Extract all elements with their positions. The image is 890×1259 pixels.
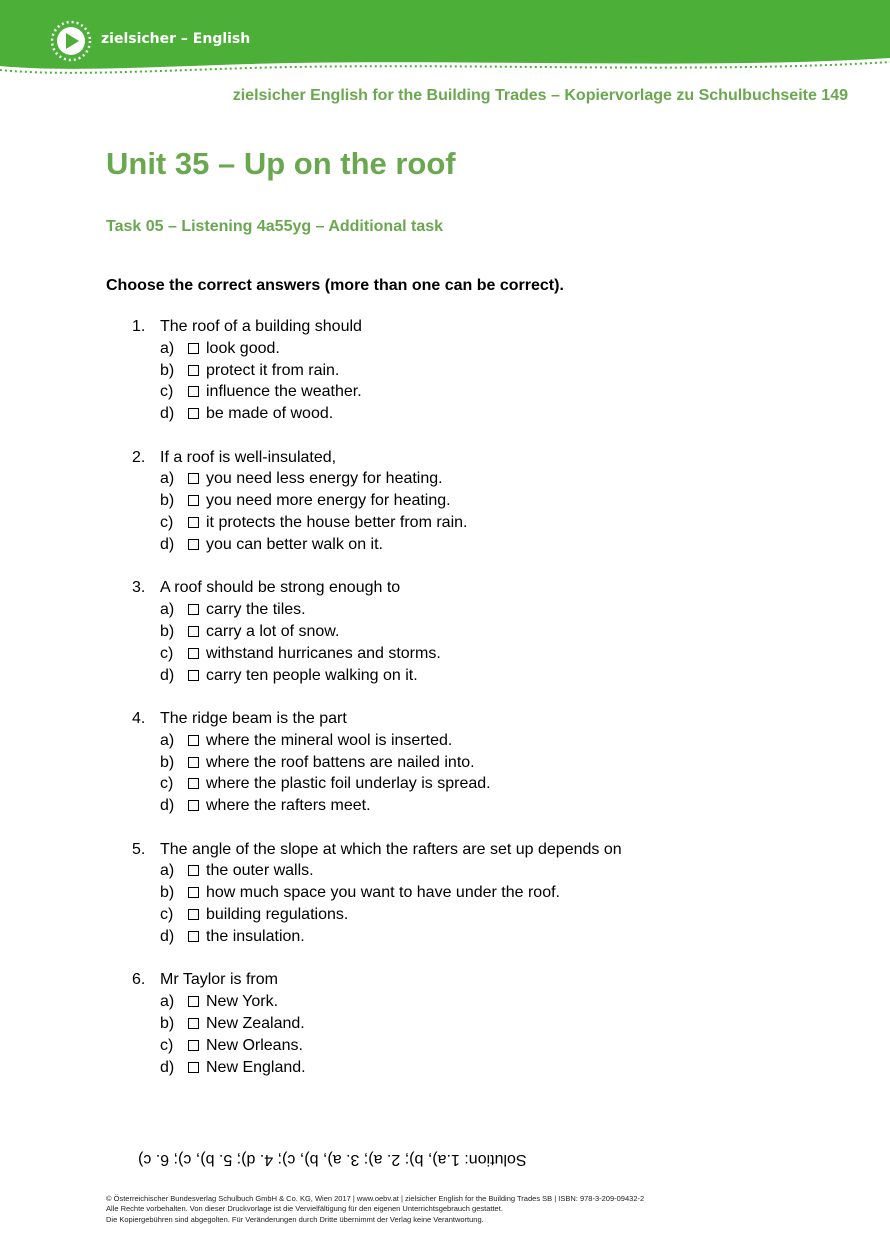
option-text: how much space you want to have under the roof. (206, 884, 560, 902)
option-text: where the plastic foil underlay is spread. (206, 775, 491, 793)
question-header (0, 839, 890, 861)
question-text: Mr Taylor is from (160, 971, 278, 989)
option-text: carry ten people walking on it. (206, 666, 418, 684)
option-label: c) (160, 644, 174, 662)
answer-option[interactable] (0, 403, 890, 425)
checkbox-icon[interactable] (188, 1018, 199, 1029)
option-label: b) (160, 753, 175, 771)
question-number: 4. (132, 710, 146, 728)
option-label: d) (160, 927, 175, 945)
question-header (0, 577, 890, 599)
option-label: c) (160, 383, 174, 401)
option-text: the outer walls. (206, 862, 314, 880)
question-text: The angle of the slope at which the rafters are set up depends on (160, 840, 622, 858)
checkbox-icon[interactable] (188, 735, 199, 746)
answer-option[interactable] (0, 599, 890, 621)
answer-option[interactable] (0, 338, 890, 360)
question-2 (0, 447, 890, 556)
question-text: A roof should be strong enough to (160, 579, 401, 597)
option-label: b) (160, 361, 175, 379)
option-text: New Zealand. (206, 1014, 305, 1032)
option-label: c) (160, 514, 174, 532)
checkbox-icon[interactable] (188, 887, 199, 898)
answer-option[interactable] (0, 665, 890, 687)
option-text: be made of wood. (206, 405, 334, 423)
checkbox-icon[interactable] (188, 1062, 199, 1073)
option-text: the insulation. (206, 927, 305, 945)
option-text: New York. (206, 993, 279, 1011)
checkbox-icon[interactable] (188, 778, 199, 789)
question-list (0, 316, 890, 1100)
option-text: carry the tiles. (206, 601, 306, 619)
option-label: d) (160, 797, 175, 815)
question-number: 3. (132, 579, 146, 597)
solution-text: Solution: 1.a), b); 2. a); 3. a), b), c); 4. d); 5. b), c); 6. c) (138, 1151, 527, 1168)
task-heading: Task 05 – Listening 4a55yg – Additional task (106, 218, 444, 235)
answer-option[interactable] (0, 468, 890, 490)
option-label: c) (160, 906, 174, 924)
option-label: b) (160, 1014, 175, 1032)
answer-option[interactable] (0, 360, 890, 382)
option-text: you need less energy for heating. (206, 470, 443, 488)
question-text: The roof of a building should (160, 318, 362, 335)
option-text: protect it from rain. (206, 361, 340, 379)
option-text: New Orleans. (206, 1036, 303, 1054)
option-label: a) (160, 731, 175, 749)
question-number: 5. (132, 840, 146, 858)
option-label: d) (160, 1058, 175, 1076)
header-banner (0, 0, 890, 80)
option-text: look good. (206, 339, 280, 357)
option-label: a) (160, 862, 175, 880)
answer-option[interactable] (0, 512, 890, 534)
checkbox-icon[interactable] (188, 757, 199, 768)
brand-name: zielsicher – English (101, 31, 251, 47)
question-header (0, 708, 890, 730)
answer-option[interactable] (0, 795, 890, 817)
option-text: withstand hurricanes and storms. (206, 644, 441, 662)
option-label: b) (160, 622, 175, 640)
question-4 (0, 708, 890, 817)
question-header (0, 316, 890, 338)
checkbox-icon[interactable] (188, 386, 199, 397)
checkbox-icon[interactable] (188, 495, 199, 506)
footer (106, 1194, 644, 1225)
footer-line-2: Alle Rechte vorbehalten. Von dieser Druckvorlage ist die Vervielfältigung für den eigenen Unterrichtsgebrauch gestattet. (106, 1204, 503, 1214)
answer-option[interactable] (0, 621, 890, 643)
checkbox-icon[interactable] (188, 648, 199, 659)
checkbox-icon[interactable] (188, 909, 199, 920)
option-label: d) (160, 666, 175, 684)
question-number: 6. (132, 971, 146, 989)
checkbox-icon[interactable] (188, 539, 199, 550)
question-5 (0, 839, 890, 948)
page-title: Unit 35 – Up on the roof (106, 146, 456, 181)
checkbox-icon[interactable] (188, 670, 199, 681)
checkbox-icon[interactable] (188, 604, 199, 615)
option-text: carry a lot of snow. (206, 622, 340, 640)
answer-option[interactable] (0, 926, 890, 948)
header-subtitle: zielsicher English for the Building Trades – Kopiervorlage zu Schulbuchseite 149 (232, 87, 848, 104)
answer-option[interactable] (0, 1057, 890, 1079)
option-text: where the mineral wool is inserted. (206, 731, 453, 749)
option-text: it protects the house better from rain. (206, 514, 468, 532)
footer-line-1: © Österreichischer Bundesverlag Schulbuch GmbH & Co. KG, Wien 2017 | www.oebv.at | zielsicher English for the Building Trades SB | ISBN: 978-3-209-09432-2 (106, 1194, 645, 1203)
option-text: where the rafters meet. (206, 797, 371, 815)
option-text: influence the weather. (206, 383, 362, 401)
option-label: c) (160, 775, 174, 793)
option-label: c) (160, 1036, 174, 1054)
answer-option[interactable] (0, 730, 890, 752)
option-label: b) (160, 492, 175, 510)
option-text: building regulations. (206, 906, 349, 924)
checkbox-icon[interactable] (188, 408, 199, 419)
answer-option[interactable] (0, 381, 890, 403)
answer-option[interactable] (0, 1035, 890, 1057)
checkbox-icon[interactable] (188, 473, 199, 484)
answer-option[interactable] (0, 773, 890, 795)
question-1 (0, 316, 890, 425)
question-3 (0, 577, 890, 686)
checkbox-icon[interactable] (188, 865, 199, 876)
option-label: a) (160, 601, 175, 619)
answer-option[interactable] (0, 643, 890, 665)
checkbox-icon[interactable] (188, 365, 199, 376)
option-label: d) (160, 535, 175, 553)
question-number: 2. (132, 448, 146, 466)
footer-line-3: Die Kopiergebühren sind abgegolten. Für Veränderungen durch Dritte übernimmt der Verlag keine Verantwortung. (106, 1214, 484, 1224)
checkbox-icon[interactable] (188, 931, 199, 942)
answer-option[interactable] (0, 1013, 890, 1035)
question-6 (0, 969, 890, 1078)
option-text: New England. (206, 1058, 306, 1076)
option-text: where the roof battens are nailed into. (206, 753, 475, 771)
option-label: a) (160, 993, 175, 1011)
answer-option[interactable] (0, 860, 890, 882)
instruction: Choose the correct answers (more than one can be correct). (106, 277, 564, 294)
option-label: d) (160, 405, 175, 423)
answer-option[interactable] (0, 534, 890, 556)
question-header (0, 447, 890, 469)
question-text: If a roof is well-insulated, (160, 448, 337, 466)
question-text: The ridge beam is the part (160, 710, 347, 728)
checkbox-icon[interactable] (188, 626, 199, 637)
answer-option[interactable] (0, 991, 890, 1013)
question-number: 1. (132, 318, 146, 335)
answer-option[interactable] (0, 904, 890, 926)
option-text: you can better walk on it. (206, 535, 383, 553)
question-header (0, 969, 890, 991)
answer-option[interactable] (0, 490, 890, 512)
option-label: b) (160, 884, 175, 902)
checkbox-icon[interactable] (188, 996, 199, 1007)
answer-option[interactable] (0, 882, 890, 904)
option-text: you need more energy for heating. (206, 492, 451, 510)
checkbox-icon[interactable] (188, 800, 199, 811)
checkbox-icon[interactable] (188, 517, 199, 528)
option-label: a) (160, 339, 175, 357)
checkbox-icon[interactable] (188, 343, 199, 354)
option-label: a) (160, 470, 175, 488)
checkbox-icon[interactable] (188, 1040, 199, 1051)
answer-option[interactable] (0, 752, 890, 774)
